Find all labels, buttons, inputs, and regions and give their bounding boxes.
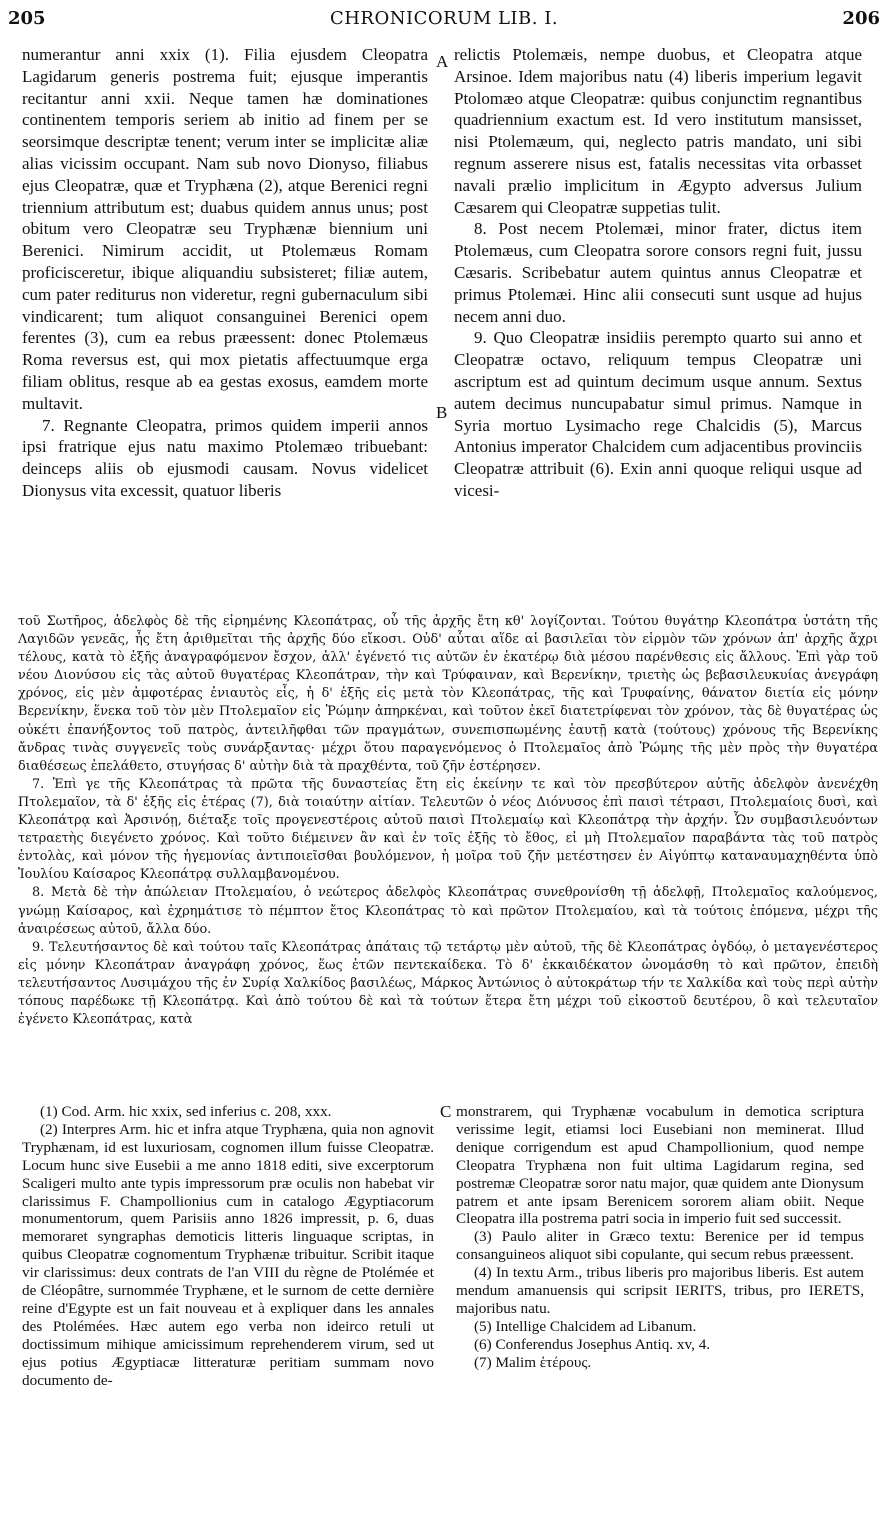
footnote-6: (6) Conferendus Josephus Antiq. xv, 4.	[474, 1335, 711, 1353]
running-header	[8, 8, 880, 36]
greek-paragraph-8: 8. Μετὰ δὲ τὴν ἀπώλειαν Πτολεμαίου, ὁ νεώτερος ἀδελφὸς Κλεοπάτρας συνεθρονίσθη τῇ ἀδελφῇ, Πτολεμαῖος καλούμενος, γνώμῃ Καίσαρος, καὶ ἐχρημάτισε τὸ πέμπτον ἔτος Κλεοπάτρας τὸ καὶ πρῶτον Πτολεμαίου, καὶ τὰ τούτοις ἑπόμενα, μέχρι τῆς ἀναιρέσεως αὐτοῦ, ἄλλα δύο.	[18, 885, 878, 937]
margin-letter-a: A	[436, 52, 449, 71]
footnote-2-continued: monstrarem, qui Tryphænæ vocabulum in demotica scriptura verissime legit, etiamsi loci Eusebiani non meminerat. Illud denique corrigendum est apud Champollionium, quod nempe Cleopatra Tryphæna non fuit ultima Lagidarum regina, sed postremæ Cleopatræ soror natu major, quæ quidem ante Dionysum patrem et ante ipsam Berenicem sororem aliam obiit. Neque Cleopatra illa postrema patri socia in imperio fuit sed successit.	[456, 1103, 864, 1228]
greek-paragraph-7: 7. Ἐπὶ γε τῆς Κλεοπάτρας τὰ πρῶτα τῆς δυναστείας ἔτη εἰς ἐκείνην τε καὶ τὸν πρεσβύτερον αὐτῆς ἀδελφὸν ἀνενέχθη Πτολεμαῖον, τὰ δ' ἑξῆς εἰς ἑτέρας (7), διὰ τοιαύτην αἰτίαν. Τελευτῶν ὁ νέος Διόνυσος ἐπὶ παισὶ τέτρασι, Πτολεμαίοις δυσὶ, καὶ Κλεοπάτρᾳ καὶ Ἀρσινόῃ, διέταξε τοῖς προγενεστέροις αὐτοῦ παισὶ Πτολεμαίῳ καὶ Κλεοπάτρᾳ τὴν ἀρχήν. Ὧν συμβασιλευόντων τετραετὴς διεγένετο χρόνος. Καὶ τοῦτο διέμεινεν ἂν καὶ ἐν τοῖς ἑξῆς τὸ ἔθος, εἰ μὴ Πτολεμαῖον παραβάντα τὰς τοῦ πατρὸς ἐντολὰς, καὶ μόνον τῆς ἡγεμονίας ἀντιποιεῖσθαι βουλόμενον, ἡ μοῖρα τοῦ ζῆν μετέστησεν ἐν Αἰγύπτῳ καταναυμαχηθέντα ὑπὸ Ἰουλίου Καίσαρος Κλεοπάτρᾳ συλλαμβανομένου.	[18, 776, 878, 883]
right-column	[454, 44, 862, 502]
page-number-left: 205	[8, 8, 46, 29]
right-paragraph-2: 8. Post necem Ptolemæi, minor frater, dictus item Ptolemæus, cum Cleopatra sorore consors regni fuit, jussu Cæsaris. Scribebatur autem quintus annus Cleopatræ et primus Ptolemæi. Hinc alii consecuti sunt usque ad hujus necem anni duo.	[454, 219, 862, 326]
running-title: CHRONICORUM LIB. I.	[329, 8, 559, 29]
footnote-4: (4) In textu Arm., tribus liberis pro majoribus liberis. Est autem mendum amanuensis qui scripsit IERITS, tribus, pro IERETS, majoribus natu.	[456, 1264, 864, 1317]
footnotes-right	[456, 1103, 864, 1372]
left-column	[22, 44, 428, 502]
footnote-1: (1) Cod. Arm. hic xxix, sed inferius c. 208, xxx.	[40, 1103, 332, 1120]
right-paragraph-1: relictis Ptolemæis, nempe duobus, et Cleopatra atque Arsinoe. Idem majoribus natu (4) liberis imperium legavit Ptolomæo atque Cleopatræ: quibus conjunctim regnantibus quadriennium exactum est. Id vero institutum mansisset, nisi Ptolemæum, qui, neglecto patris mandato, uni sibi regnum asserere nisus est, fatalis necessitas vita orbasset navali prælio implicitum in Ægypto adversus Julium Cæsarem qui Cleopatræ suppetias tulit.	[454, 45, 862, 217]
footnote-5: (5) Intellige Chalcidem ad Libanum.	[474, 1317, 697, 1335]
margin-letter-b: B	[436, 403, 448, 422]
footnotes-left	[22, 1103, 434, 1390]
greek-text-block	[18, 613, 878, 1029]
left-paragraph-1: numerantur anni xxix (1). Filia ejusdem Cleopatra Lagidarum generis postrema fuit; ejusque imperantis recitantur anni xxii. Neque tamen hæ dominationes continentem temporis seriem ab initio ad finem per se seorsimque descriptæ tenent; verum inter se implicitæ aliæ alias vicissim occupant. Nam sub novo Dionyso, filiabus ejus Cleopatræ, quæ et Tryphæna (2), atque Berenici regni triennium attributum est; duabus quidem annus unus; post obitum vero Cleopatræ seu Tryphænæ biennium uni Berenici. Nimirum accidit, ut Ptolemæus Romam proficisceretur, ibique aliquandiu subsisteret; filiæ autem, cum pater rediturus non videretur, regni gubernaculum sibi vindicarent; tum aliquot consanguinei Berenici opem ferentes (3), cum ea rebus præessent: donec Ptolemæus Roma reversus est, qui mox pietatis affectuumque erga filiam oblitus, resque ab ea gestas exosus, eamdem morte multavit.	[22, 45, 428, 413]
margin-letter-c: C	[440, 1102, 452, 1121]
right-paragraph-3: 9. Quo Cleopatræ insidiis perempto quarto sui anno et Cleopatræ octavo, reliquum tempus Cleopatræ uni ascriptum est ad quintum decimum usque annum. Sextus autem decimus nuncupabatur simul primus. Namque in Syria mortuo Lysimacho rege Chalcidis (5), Marcus Antonius imperator Chalcidem cum adjacentibus provinciis Cleopatræ attribuit (6). Exin anni quoque reliqui usque ad vicesi-	[454, 328, 862, 500]
left-paragraph-2: 7. Regnante Cleopatra, primos quidem imperii annos ipsi fratrique ejus natu maximo Ptolemæo tribuebant: deinceps aliis ob ejusmodi causam. Novus videlicet Dionysus vita excessit, quatuor liberis	[22, 415, 428, 500]
footnote-2: (2) Interpres Arm. hic et infra atque Tryphæna, quia non agnovit Tryphænam, id est luxuriosam, cognomen illum fuisse Cleopatræ. Locum hunc sive Eusebii a me anno 1818 editi, sive excerptorum Scaligeri multo ante typis impressorum præ oculis non habebat vir clarissimus F. Champollionius cum in catalogo Ægyptiacorum monumentorum, quem Parisiis anno 1826 impressit, p. 6, duas memoraret syngraphas demoticis litteris linguaque scriptas, in quibus Cleopatræ cognomentum Tryphænæ tribuitur. Scribit itaque vir clarissimus: deux contrats de l'an VIII du règne de Ptolémée et de Cléopâtre, surnommée Tryphæne, et le surnom de cette dernière reine d'Egypte est un fait nouveau et à expliquer dans les annales des Ptolémées. Hæc autem ego verba non ideirco retuli ut doctissimum mihique amicissimum reprehenderem virum, sed ut ejus potius Ægyptiacæ litteraturæ peritiam summam novo documento de-	[22, 1120, 434, 1389]
page-number-right: 206	[842, 8, 880, 29]
greek-paragraph-1: τοῦ Σωτῆρος, ἀδελφὸς δὲ τῆς εἰρημένης Κλεοπάτρας, οὗ τῆς ἀρχῆς ἔτη κθ' λογίζονται. Τούτου θυγάτηρ Κλεοπάτρα ὑστάτη τῆς Λαγιδῶν γενεᾶς, ἧς ἔτη ἀριθμεῖται τῆς ἀρχῆς δύο εἴκοσι. Οὐδ' αὗται αἵδε αἱ βασιλεῖαι τὸν εἱρμὸν τῶν χρόνων ἀπ' ἀρχῆς ἄχρι τέλους, κατὰ τὸ ἑξῆς ἀναγραφόμενον ἔσχον, ἀλλ' ἐγένετό τις αὐτῶν ἐν ἑκατέρῳ διὰ μέσου παρένθεσις εἰς ἄλλους. Ἐπὶ γὰρ τοῦ νέου Διονύσου εἰς τὰς αὐτοῦ θυγατέρας Κλεοπάτραν, τὴν καὶ Τρύφαιναν, καὶ Βερενίκην, τριετὴς ὡς βεβασιλευκυίας ἀνεγράφη χρόνος, εἰς μὲν ἀμφοτέρας ἐνιαυτὸς εἷς, ἡ δ' ἑξῆς εἰς μετὰ τὸν Κλεοπάτρας, τῆς καὶ Τρυφαίνης, θάνατον διετία εἰς μόνην Βερενίκην, ἕνεκα τοῦ τὸν μὲν Πτολεμαῖον εἰς Ῥώμην ἀπηρκέναι, καὶ τοῦτον ἐκεῖ διατετρίφεναι τὸν χρόνον, τὰς δὲ θυγατέρας ὡς οὐκέτι ἐπανήξοντος τοῦ πατρὸς, ἀντειλῆφθαι τῶν πραγμάτων, συνεπισπωμένης ἑαυτῇ κατὰ (τούτους) χρόνους τῆς Βερενίκης ἄνδρας τινὰς συγγενεῖς τοὺς συνάρξαντας· μέχρι ὅτου παραγενόμενος ὁ Πτολεμαῖος ἀπὸ Ῥώμης τῆς μὲν πρὸς τὴν θυγατέρα διαθέσεως ἐπελάθετο, στυγήσας δ' αὐτὴν διὰ τὰ πραχθέντα, τοῦ ζῆν ἐστέρησεν.	[18, 614, 878, 774]
footnote-7: (7) Malim ἑτέρους.	[474, 1353, 592, 1371]
footnote-3: (3) Paulo aliter in Græco textu: Berenice per id tempus consanguineos aliquot sibi copulante, qui secum rebus præessent.	[456, 1228, 864, 1264]
greek-paragraph-9: 9. Τελευτήσαντος δὲ καὶ τούτου ταῖς Κλεοπάτρας ἀπάταις τῷ τετάρτῳ μὲν αὐτοῦ, τῆς δὲ Κλεοπάτρας ὀγδόῳ, ὁ μεταγενέστερος εἰς μόνην Κλεοπάτραν ἀναγράφη χρόνος, ἕως ἐτῶν πεντεκαίδεκα. Τὸ δ' ἑκκαιδέκατον ὠνομάσθη τὸ καὶ πρῶτον, ἐπειδὴ τελευτήσαντος Λυσιμάχου τῆς ἐν Συρίᾳ Χαλκίδος βασιλέως, Μάρκος Ἀντώνιος ὁ αὐτοκράτωρ τήν τε Χαλκίδα καὶ τοὺς περὶ αὐτὴν τόπους παρέδωκε τῇ Κλεοπάτρᾳ. Καὶ ἀπὸ τούτου δὲ καὶ τὰ τούτων ἕτερα ἔτη μέχρι τοῦ εἰκοστοῦ δευτέρου, ὃ καὶ τελευταῖον ἐγένετο Κλεοπάτρας, κατὰ	[18, 939, 878, 1028]
